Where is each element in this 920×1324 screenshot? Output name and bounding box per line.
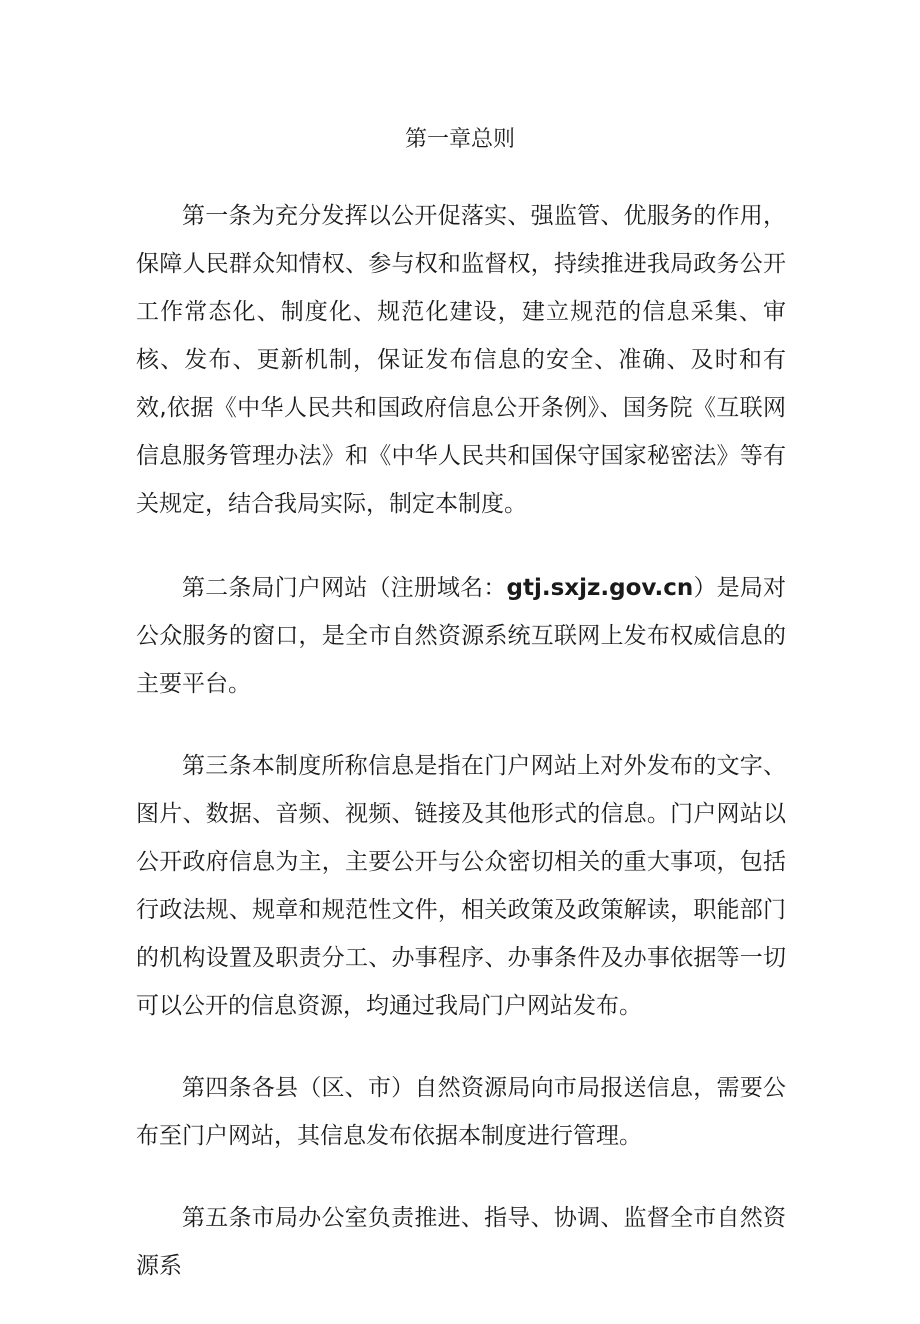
article-5-paragraph: 第五条市局办公室负责推进、指导、协调、监督全市自然资源系 <box>136 1205 786 1279</box>
article-1-paragraph: 第一条为充分发挥以公开促落实、强监管、优服务的作用，保障人民群众知情权、参与权和监督权，持续推进我局政务公开工作常态化、制度化、规范化建设，建立规范的信息采集、审核、发布、更新机制，保证发布信息的安全、准确、及时和有效,依据《中华人民共和国政府信息公开条例》、国务院《互联网信息服务管理办法》和《中华人民共和国保守国家秘密法》等有关规定，结合我局实际，制定本制度。 <box>136 203 786 517</box>
chapter-title: 第一章总则 <box>404 127 515 152</box>
document-body <box>136 192 786 1324</box>
article-2-text-after: ）是局对公众服务的窗口，是全市自然资源系统互联网上发布权威信息的主要平台。 <box>136 575 787 697</box>
article-3-paragraph: 第三条本制度所称信息是指在门户网站上对外发布的文字、图片、数据、音频、视频、链接及其他形式的信息。门户网站以公开政府信息为主，主要公开与公众密切相关的重大事项，包括行政法规、规章和规范性文件，相关政策及政策解读，职能部门的机构设置及职责分工、办事程序、办事条件及办事依据等一切可以公开的信息资源，均通过我局门户网站发布。 <box>136 753 786 1019</box>
article-2-paragraph <box>136 564 786 708</box>
registered-domain: gtj.sxjz.gov.cn <box>506 575 694 601</box>
article-2-text-before: 第二条局门户网站（注册域名： <box>182 575 507 601</box>
article-4-paragraph: 第四条各县（区、市）自然资源局向市局报送信息，需要公布至门户网站，其信息发布依据本制度进行管理。 <box>136 1075 786 1149</box>
